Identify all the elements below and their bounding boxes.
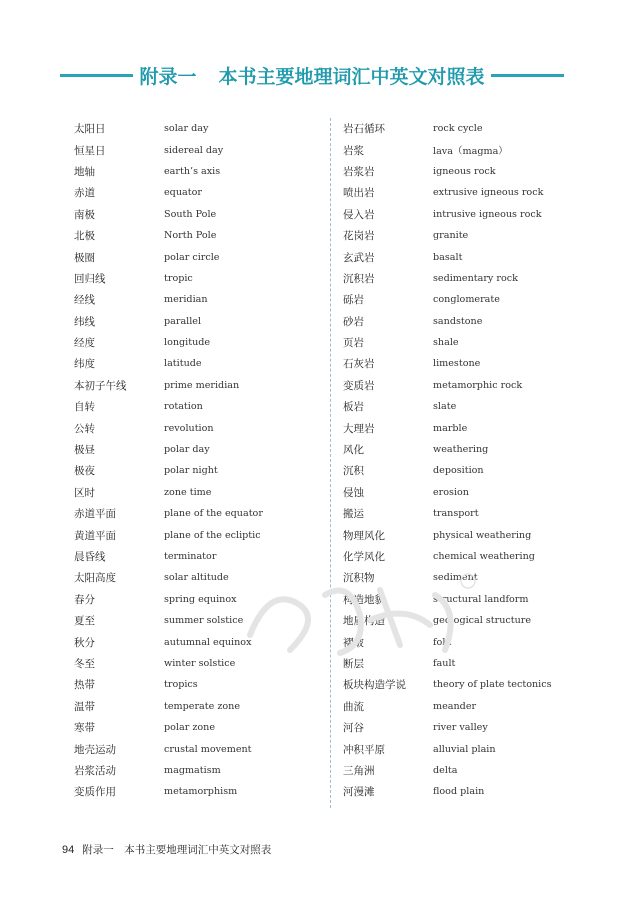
term-chinese: 岩浆: [343, 144, 364, 157]
term-chinese: 页岩: [343, 337, 364, 350]
term-chinese: 太阳高度: [74, 572, 116, 585]
term-chinese: 花岗岩: [343, 230, 375, 243]
term-chinese: 冬至: [74, 657, 95, 670]
term-chinese: 热带: [74, 679, 95, 692]
term-english: igneous rock: [433, 165, 496, 177]
term-english: solar day: [164, 123, 209, 135]
glossary-entry: [343, 610, 552, 631]
glossary-entry: [343, 375, 552, 396]
term-chinese: 变质作用: [74, 786, 116, 799]
term-chinese: 化学风化: [343, 551, 385, 563]
term-english: prime meridian: [164, 379, 240, 391]
glossary-entry: [74, 311, 263, 332]
term-english: physical weathering: [433, 529, 532, 541]
term-chinese: 赤道: [74, 187, 95, 200]
term-chinese: 石灰岩: [343, 358, 375, 371]
glossary-entry: [343, 631, 552, 652]
term-chinese: 经度: [74, 337, 95, 350]
term-chinese: 侵蚀: [343, 486, 364, 499]
term-english: polar zone: [164, 722, 216, 734]
term-english: limestone: [433, 358, 481, 370]
term-english: sandstone: [433, 315, 483, 327]
term-english: summer solstice: [164, 615, 244, 627]
glossary-entry: [343, 311, 552, 332]
glossary-entry: [343, 738, 552, 759]
term-english: polar night: [164, 465, 218, 477]
term-english: rotation: [164, 401, 203, 413]
glossary-entry: [74, 246, 263, 267]
term-chinese: 晨昏线: [74, 551, 106, 563]
glossary-entry: [74, 524, 263, 545]
term-english: plane of the ecliptic: [164, 529, 261, 541]
term-chinese: 太阳日: [74, 123, 106, 136]
term-english: equator: [164, 187, 202, 199]
glossary-entry: [74, 567, 263, 588]
term-english: granite: [433, 230, 469, 242]
glossary-entry: [343, 417, 552, 438]
glossary-entry: [343, 546, 552, 567]
glossary-entry: [343, 674, 552, 695]
term-english: sidereal day: [164, 144, 224, 156]
term-chinese: 区时: [74, 486, 95, 499]
term-chinese: 岩石循环: [343, 123, 385, 136]
term-english: transport: [433, 508, 479, 520]
term-chinese: 恒星日: [74, 144, 106, 157]
term-chinese: 砂岩: [343, 315, 364, 328]
glossary-entry: [74, 717, 263, 738]
term-chinese: 岩浆活动: [74, 764, 116, 777]
term-chinese: 公转: [74, 422, 95, 435]
term-chinese: 构造地貌: [343, 593, 385, 606]
term-english: geological structure: [433, 615, 532, 627]
term-chinese: 物理风化: [343, 529, 385, 542]
term-chinese: 板岩: [343, 401, 364, 414]
term-english: polar day: [164, 444, 210, 456]
term-english: sedimentary rock: [433, 272, 518, 284]
term-english: metamorphism: [164, 786, 238, 798]
glossary-entry: [343, 353, 552, 374]
glossary-entry: [74, 353, 263, 374]
glossary-entry: [74, 268, 263, 289]
glossary-entry: [74, 781, 263, 802]
term-english: fault: [433, 657, 456, 669]
term-english: alluvial plain: [433, 743, 496, 755]
term-english: fold: [433, 636, 452, 648]
term-chinese: 岩浆岩: [343, 165, 375, 178]
glossary-entry: [343, 589, 552, 610]
term-chinese: 板块构造学说: [343, 679, 406, 692]
term-english: chemical weathering: [433, 551, 535, 562]
glossary-entry: [343, 653, 552, 674]
glossary-entry: [74, 696, 263, 717]
term-english: shale: [433, 337, 459, 349]
glossary-column-left: [74, 118, 263, 803]
term-chinese: 地质构造: [343, 615, 385, 628]
term-chinese: 南极: [74, 208, 95, 221]
glossary-entry: [343, 460, 552, 481]
term-chinese: 赤道平面: [74, 508, 116, 521]
term-chinese: 断层: [343, 657, 364, 670]
page-number: 94: [62, 844, 75, 856]
glossary-entry: [74, 653, 263, 674]
term-chinese: 夏至: [74, 615, 95, 628]
term-chinese: 砾岩: [343, 294, 364, 307]
term-english: zone time: [164, 486, 212, 498]
term-english: slate: [433, 401, 457, 413]
glossary-entry: [74, 631, 263, 652]
term-chinese: 搬运: [343, 508, 364, 521]
term-chinese: 极夜: [74, 465, 95, 478]
term-english: extrusive igneous rock: [433, 187, 544, 199]
term-chinese: 风化: [343, 444, 364, 457]
term-english: North Pole: [164, 230, 217, 242]
glossary-entry: [343, 204, 552, 225]
glossary-entry: [343, 760, 552, 781]
term-chinese: 大理岩: [343, 422, 375, 435]
glossary-entry: [343, 289, 552, 310]
term-english: theory of plate tectonics: [433, 679, 552, 691]
term-english: intrusive igneous rock: [433, 208, 542, 220]
glossary-entry: [343, 225, 552, 246]
glossary-entry: [74, 225, 263, 246]
glossary-entry: [74, 204, 263, 225]
glossary-entry: [74, 674, 263, 695]
glossary-entry: [74, 161, 263, 182]
glossary-entry: [74, 289, 263, 310]
term-english: crustal movement: [164, 743, 252, 755]
term-english: revolution: [164, 422, 214, 434]
glossary-column-right: [343, 118, 552, 803]
glossary-entry: [343, 717, 552, 738]
glossary-entry: [74, 118, 263, 139]
glossary-entry: [74, 760, 263, 781]
term-chinese: 沉积岩: [343, 272, 375, 285]
term-english: basalt: [433, 251, 463, 263]
glossary-entry: [343, 332, 552, 353]
glossary-entry: [74, 182, 263, 203]
term-chinese: 自转: [74, 401, 95, 414]
term-english: magmatism: [164, 764, 221, 776]
term-chinese: 北极: [74, 230, 95, 243]
glossary-entry: [74, 332, 263, 353]
term-chinese: 温带: [74, 700, 95, 713]
term-english: tropics: [164, 679, 198, 691]
term-chinese: 褶皱: [343, 636, 364, 649]
term-english: winter solstice: [164, 657, 236, 669]
term-english: polar circle: [164, 251, 220, 263]
term-chinese: 河漫滩: [343, 786, 375, 799]
glossary-entry: [74, 738, 263, 759]
glossary-entry: [74, 589, 263, 610]
term-chinese: 黄道平面: [74, 529, 116, 542]
term-chinese: 寒带: [74, 722, 95, 735]
term-chinese: 地壳运动: [74, 743, 116, 756]
term-english: river valley: [433, 722, 488, 734]
glossary-entry: [74, 546, 263, 567]
term-english: delta: [433, 764, 458, 776]
term-english: flood plain: [433, 786, 485, 798]
term-chinese: 喷出岩: [343, 187, 375, 200]
glossary-entry: [343, 161, 552, 182]
term-english: meridian: [164, 294, 208, 306]
glossary-entry: [74, 610, 263, 631]
term-chinese: 经线: [74, 294, 95, 307]
glossary-entry: [343, 524, 552, 545]
glossary-entry: [343, 396, 552, 417]
term-chinese: 沉积: [343, 465, 364, 478]
glossary-entry: [343, 182, 552, 203]
term-english: sediment: [433, 572, 478, 584]
term-chinese: 回归线: [74, 272, 106, 285]
term-english: terminator: [164, 551, 217, 562]
glossary-entry: [74, 482, 263, 503]
term-english: weathering: [433, 444, 489, 456]
term-english: metamorphic rock: [433, 379, 523, 391]
term-english: structural landform: [433, 593, 529, 605]
term-english: South Pole: [164, 208, 217, 220]
header-rule-left: [60, 74, 133, 77]
term-chinese: 侵入岩: [343, 208, 375, 221]
glossary-entry: [343, 246, 552, 267]
term-chinese: 曲流: [343, 700, 364, 713]
term-english: solar altitude: [164, 572, 229, 584]
term-chinese: 沉积物: [343, 572, 375, 585]
term-english: meander: [433, 700, 477, 712]
page-title: [139, 62, 484, 89]
term-chinese: 地轴: [74, 165, 95, 178]
term-english: autumnal equinox: [164, 636, 252, 648]
term-english: earth’s axis: [164, 165, 221, 177]
term-chinese: 极昼: [74, 444, 95, 457]
term-chinese: 纬度: [74, 358, 95, 371]
glossary-entry: [74, 503, 263, 524]
term-chinese: 变质岩: [343, 379, 375, 392]
term-chinese: 三角洲: [343, 764, 375, 777]
term-english: deposition: [433, 465, 484, 477]
running-title: 附录一 本书主要地理词汇中英文对照表: [82, 844, 272, 856]
glossary-entry: [343, 439, 552, 460]
term-chinese: 秋分: [74, 636, 95, 649]
glossary-entry: [74, 439, 263, 460]
term-chinese: 河谷: [343, 722, 364, 735]
glossary-entry: [74, 139, 263, 160]
glossary-entry: [343, 118, 552, 139]
column-divider: [330, 118, 331, 808]
appendix-title: 本书主要地理词汇中英文对照表: [218, 65, 485, 88]
glossary-entry: [74, 417, 263, 438]
term-english: spring equinox: [164, 593, 237, 605]
term-chinese: 玄武岩: [343, 251, 375, 264]
glossary-entry: [74, 396, 263, 417]
glossary-entry: [74, 375, 263, 396]
term-english: conglomerate: [433, 294, 500, 306]
term-english: longitude: [164, 337, 211, 349]
term-chinese: 极圈: [74, 251, 95, 264]
term-english: parallel: [164, 315, 202, 327]
page-footer: [62, 842, 271, 857]
glossary-entry: [343, 503, 552, 524]
term-english: rock cycle: [433, 123, 483, 135]
appendix-header: [60, 60, 564, 90]
glossary-entry: [343, 781, 552, 802]
term-chinese: 纬线: [74, 315, 95, 328]
appendix-label: 附录一: [139, 65, 197, 88]
header-rule-right: [491, 74, 564, 77]
term-english: plane of the equator: [164, 508, 263, 520]
term-english: temperate zone: [164, 700, 241, 712]
glossary-entry: [74, 460, 263, 481]
term-english: latitude: [164, 358, 202, 370]
term-english: lava（magma）: [433, 146, 508, 158]
glossary-entry: [343, 482, 552, 503]
term-chinese: 春分: [74, 593, 95, 606]
glossary-entry: [343, 567, 552, 588]
term-chinese: 本初子午线: [74, 379, 127, 392]
term-chinese: 冲积平原: [343, 743, 385, 756]
glossary-entry: [343, 696, 552, 717]
term-english: marble: [433, 422, 468, 434]
term-english: tropic: [164, 272, 193, 284]
term-english: erosion: [433, 486, 469, 498]
glossary-entry: [343, 268, 552, 289]
glossary-entry: [343, 139, 552, 160]
